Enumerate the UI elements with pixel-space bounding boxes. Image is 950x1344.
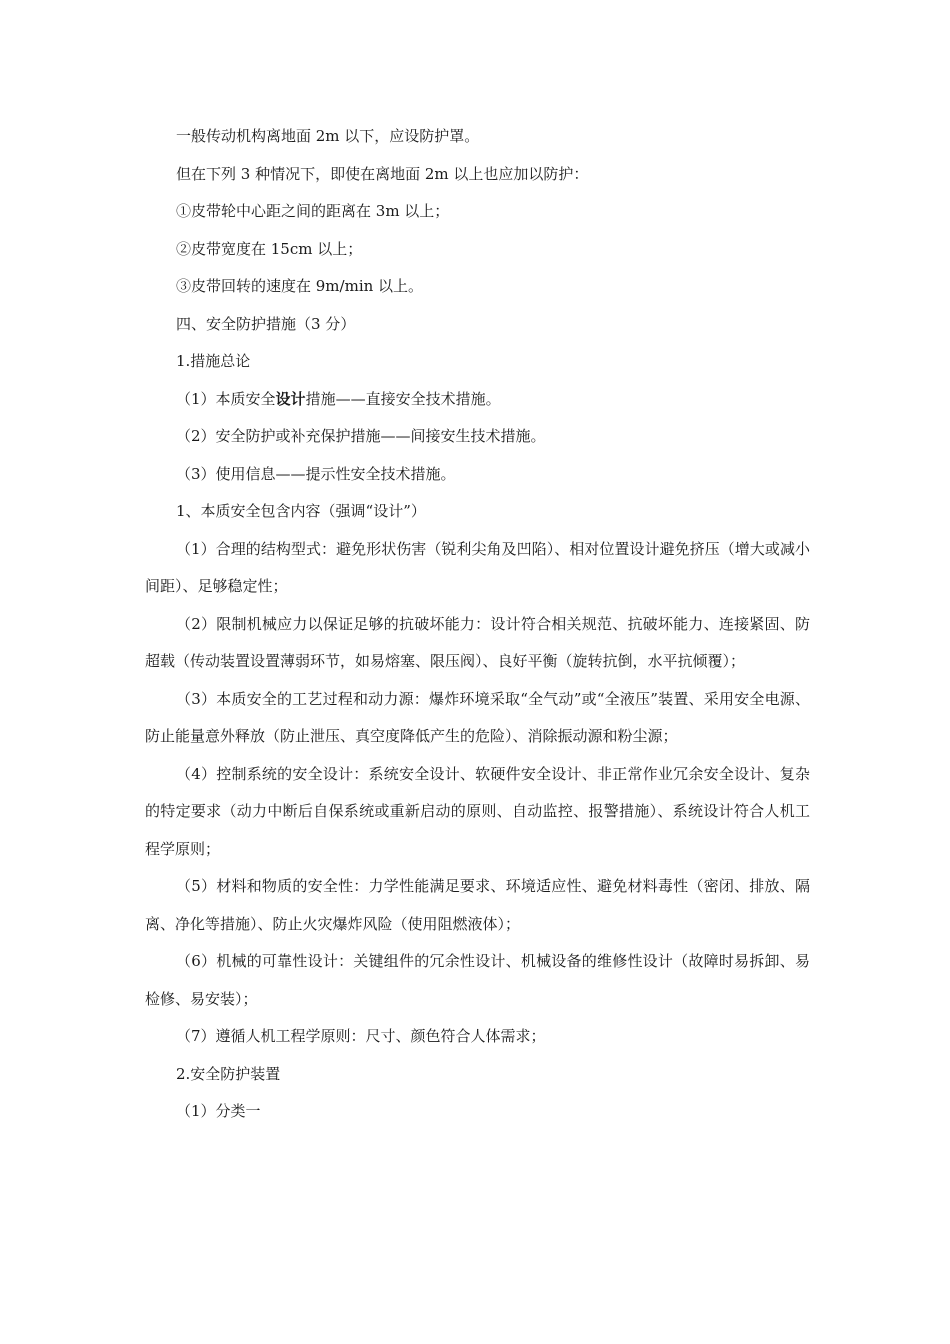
list-item	[145, 381, 810, 419]
subsection-heading: 1、本质安全包含内容（强调“设计”）	[176, 502, 426, 520]
paragraph: （5）材料和物质的安全性：力学性能满足要求、环境适应性、避免材料毒性（密闭、排放、隔离、净化等措施）、防止火灾爆炸风险（使用阻燃液体）；	[145, 877, 810, 933]
paragraph: （1）合理的结构型式：避免形状伤害（锐利尖角及凹陷）、相对位置设计避免挤压（增大或减小间距）、足够稳定性；	[145, 539, 810, 595]
list-item: （1）分类一	[176, 1102, 261, 1120]
list-item: ①皮带轮中心距之间的距离在 3m 以上；	[176, 202, 450, 220]
text-span: （1）本质安全	[176, 389, 276, 408]
paragraph: （3）本质安全的工艺过程和动力源：爆炸环境采取“全气动”或“全液压”装置、采用安全电源、防止能量意外释放（防止泄压、真空度降低产生的危险）、消除振动源和粉尘源；	[145, 689, 810, 745]
paragraph: （2）限制机械应力以保证足够的抗破坏能力：设计符合相关规范、抗破坏能力、连接紧固、防超载（传动装置设置薄弱环节，如易熔塞、限压阀）、良好平衡（旋转抗倒，水平抗倾覆）；	[145, 614, 810, 670]
list-item: （2）安全防护或补充保护措施——间接安生技术措施。	[176, 427, 546, 445]
subsection-heading: 1.措施总论	[176, 352, 251, 370]
list-item: （3）使用信息——提示性安全技术措施。	[176, 464, 456, 483]
list-item: ②皮带宽度在 15cm 以上；	[176, 239, 363, 258]
document-page	[145, 118, 810, 1131]
text-span: 措施——直接安全技术措施。	[305, 389, 501, 408]
text-line: 但在下列 3 种情况下，即使在离地面 2m 以上也应加以防护：	[176, 164, 589, 183]
paragraph: （4）控制系统的安全设计：系统安全设计、软硬件安全设计、非正常作业冗余安全设计、复杂的特定要求（动力中断后自保系统或重新启动的原则、自动监控、报警措施）、系统设计符合人机工程学原则；	[145, 764, 810, 858]
bold-text: 设计	[275, 389, 306, 408]
list-item: （7）遵循人机工程学原则：尺寸、颜色符合人体需求；	[176, 1027, 546, 1045]
section-heading: 四、安全防护措施（3 分）	[176, 314, 356, 333]
text-line: 一般传动机构离地面 2m 以下，应设防护罩。	[176, 127, 480, 145]
list-item: ③皮带回转的速度在 9m/min 以上。	[176, 277, 424, 295]
subsection-heading: 2.安全防护装置	[176, 1064, 281, 1083]
paragraph: （6）机械的可靠性设计：关键组件的冗余性设计、机械设备的维修性设计（故障时易拆卸、易检修、易安装）；	[145, 952, 810, 1008]
